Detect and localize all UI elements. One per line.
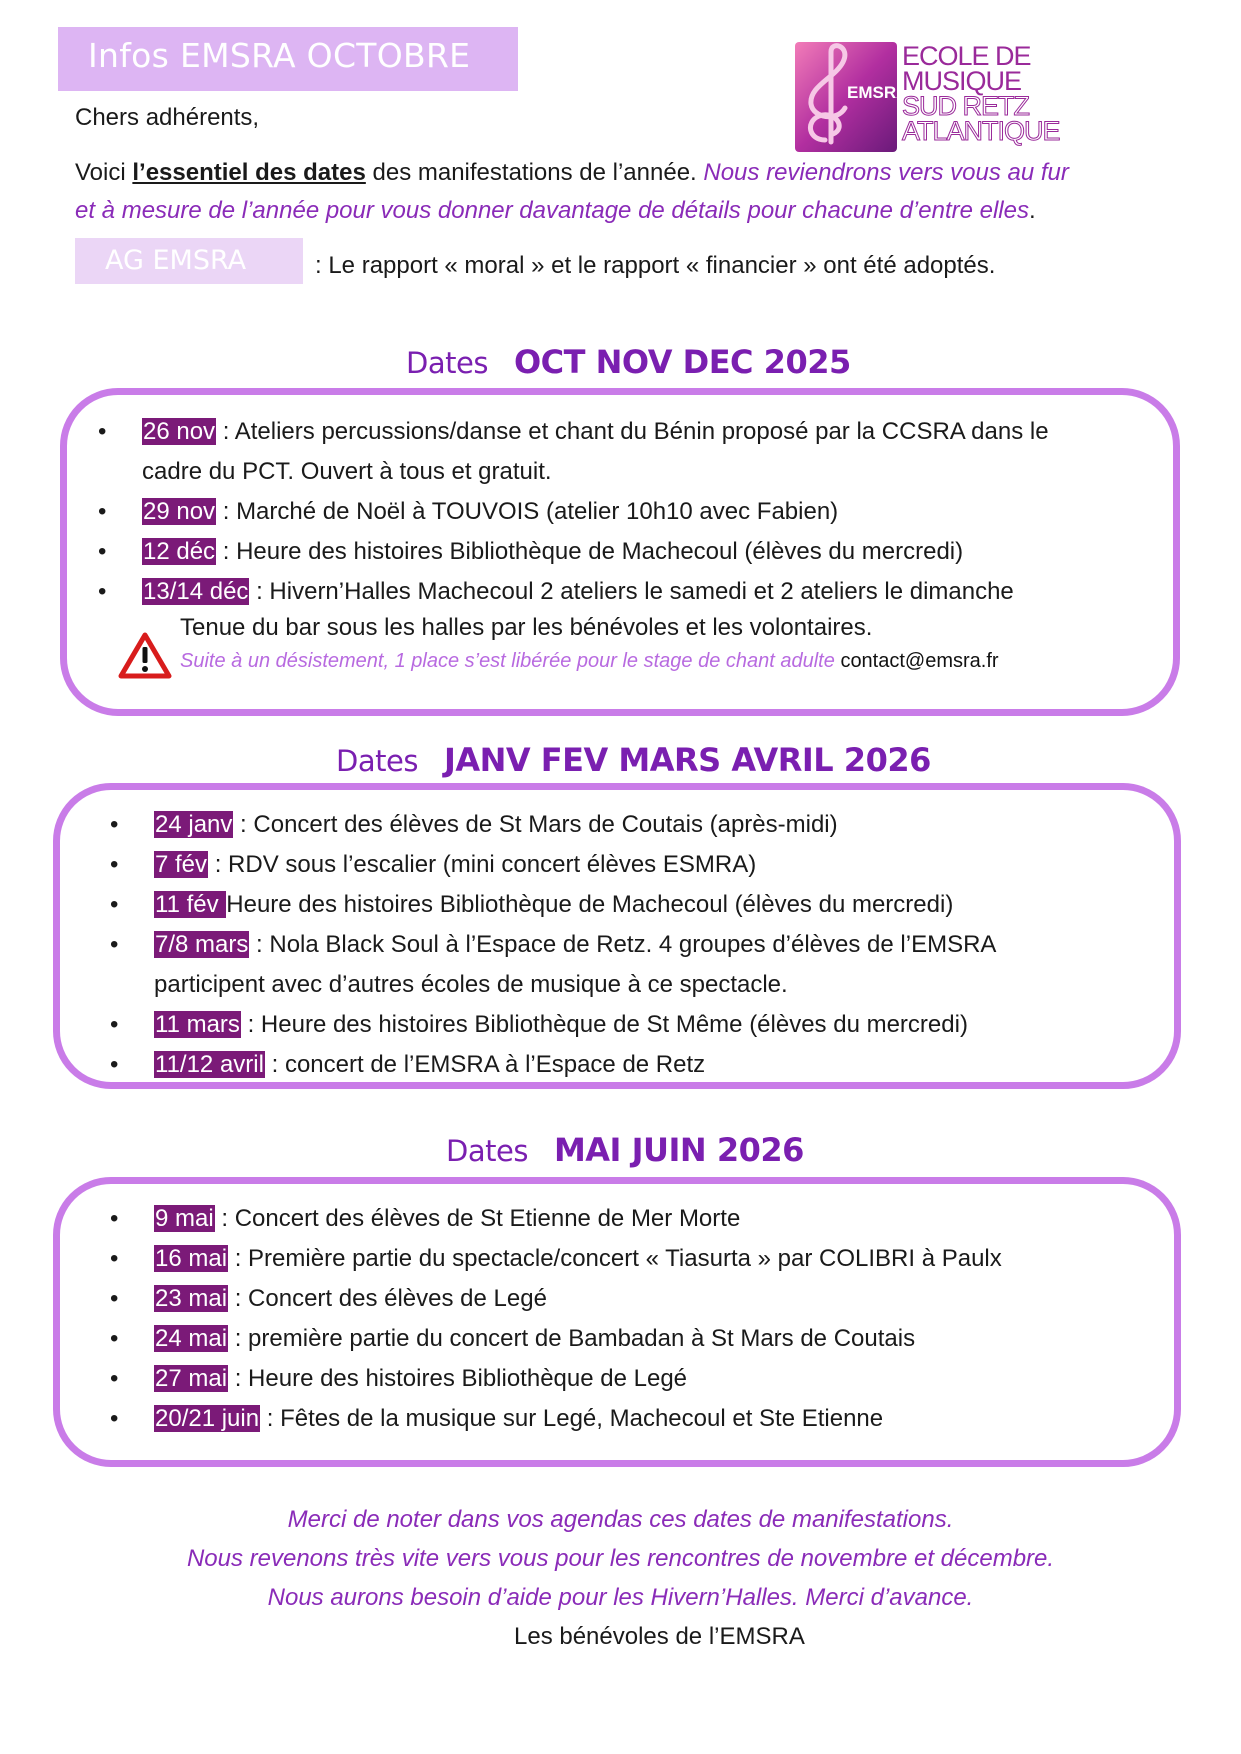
footer-line-2: Nous revenons très vite vers vous pour les rencontres de novembre et décembre. bbox=[186, 1545, 1055, 1572]
footer-line-3: Nous aurons besoin d’aide pour les Hivern’Halles. Merci d’avance. bbox=[267, 1584, 974, 1611]
event-date: 27 mai bbox=[155, 1365, 228, 1392]
event-date: 23 mai bbox=[155, 1285, 228, 1312]
signature: Les bénévoles de l’EMSRA bbox=[514, 1623, 805, 1650]
event-date: 24 janv bbox=[155, 811, 233, 838]
list-item: • 20/21 juin : Fêtes de la musique sur Legé, Machecoul et Ste Etienne bbox=[110, 1405, 884, 1432]
event-date: 7/8 mars bbox=[155, 931, 249, 958]
event-date: 20/21 juin bbox=[155, 1405, 260, 1432]
list-item: • 12 déc : Heure des histoires Bibliothèque de Machecoul (élèves du mercredi) bbox=[98, 538, 964, 565]
event-date: 12 déc bbox=[143, 538, 216, 565]
event-list-1 bbox=[98, 412, 1152, 612]
list-item: • 11 fév Heure des histoires Bibliothèque de Machecoul (élèves du mercredi) bbox=[110, 891, 954, 918]
list-item: • 29 nov : Marché de Noël à TOUVOIS (atelier 10h10 avec Fabien) bbox=[98, 498, 839, 525]
event-date: 13/14 déc bbox=[143, 578, 249, 605]
event-date: 11 fév bbox=[155, 891, 226, 918]
list-item: • 24 mai : première partie du concert de Bambadan à St Mars de Coutais bbox=[110, 1325, 916, 1352]
warning-triangle-icon bbox=[118, 632, 172, 680]
section-title-1: Dates OCT NOV DEC 2025 bbox=[406, 343, 851, 381]
event-date: 26 nov bbox=[143, 418, 216, 445]
event-list-3 bbox=[110, 1199, 1154, 1439]
list-item: • 7/8 mars : Nola Black Soul à l’Espace de Retz. 4 groupes d’élèves de l’EMSRA participent avec d’autres écoles de musique à ce spectacle. bbox=[110, 931, 997, 998]
ag-label: AG EMSRA bbox=[105, 245, 247, 276]
logo-text: ECOLE DE MUSIQUE SUD RETZ ATLANTIQUE bbox=[902, 41, 1060, 146]
notice-text: Suite à un désistement, 1 place s’est libérée pour le stage de chant adulte contact@emsra.fr bbox=[180, 650, 999, 672]
list-item: • 11/12 avril : concert de l’EMSRA à l’Espace de Retz bbox=[110, 1051, 706, 1078]
intro-bold: l’essentiel des dates bbox=[132, 159, 366, 186]
event-date: 9 mai bbox=[155, 1205, 214, 1232]
event-date: 24 mai bbox=[155, 1325, 228, 1352]
intro-paragraph: Voici l’essentiel des dates des manifestations de l’année. Nous reviendrons vers vous au fur bbox=[75, 159, 1069, 186]
event-date: 11 mars bbox=[155, 1011, 240, 1038]
list-item: • 26 nov : Ateliers percussions/danse et chant du Bénin proposé par la CCSRA dans le cadre du PCT. Ouvert à tous et gratuit. bbox=[98, 418, 1049, 485]
greeting: Chers adhérents, bbox=[75, 104, 260, 131]
list-item: • 9 mai : Concert des élèves de St Etienne de Mer Morte bbox=[110, 1205, 741, 1232]
list-item: • 11 mars : Heure des histoires Bibliothèque de St Même (élèves du mercredi) bbox=[110, 1011, 968, 1038]
event-list-2 bbox=[110, 805, 1154, 1085]
list-item: • 23 mai : Concert des élèves de Legé bbox=[110, 1285, 547, 1312]
section-title-3: Dates MAI JUIN 2026 bbox=[446, 1131, 804, 1169]
list-item: • 27 mai : Heure des histoires Bibliothèque de Legé bbox=[110, 1365, 688, 1392]
contact-email[interactable]: contact@emsra.fr bbox=[840, 650, 999, 672]
page-title: Infos EMSRA OCTOBRE bbox=[88, 36, 471, 75]
event-date: 7 fév bbox=[155, 851, 208, 878]
list-item: • 24 janv : Concert des élèves de St Mars de Coutais (après-midi) bbox=[110, 811, 838, 838]
list-item: • 13/14 déc : Hivern’Halles Machecoul 2 ateliers le samedi et 2 ateliers le dimanche bbox=[98, 578, 1014, 605]
list-item: • 16 mai : Première partie du spectacle/concert « Tiasurta » par COLIBRI à Paulx bbox=[110, 1245, 1002, 1272]
footer-line-1: Merci de noter dans vos agendas ces dates de manifestations. bbox=[287, 1506, 954, 1533]
event-date: 29 nov bbox=[143, 498, 216, 525]
intro-paragraph-line2: et à mesure de l’année pour vous donner davantage de détails pour chacune d’entre elles. bbox=[75, 197, 1036, 224]
event-date: 11/12 avril bbox=[155, 1051, 264, 1078]
svg-text:EMSRA: EMSRA bbox=[847, 83, 909, 102]
section-title-2: Dates JANV FEV MARS AVRIL 2026 bbox=[336, 741, 931, 779]
event-extra: Tenue du bar sous les halles par les bénévoles et les volontaires. bbox=[180, 614, 873, 641]
list-item: • 7 fév : RDV sous l’escalier (mini concert élèves ESMRA) bbox=[110, 851, 757, 878]
ag-text: : Le rapport « moral » et le rapport « financier » ont été adoptés. bbox=[315, 252, 996, 279]
event-date: 16 mai bbox=[155, 1245, 228, 1272]
